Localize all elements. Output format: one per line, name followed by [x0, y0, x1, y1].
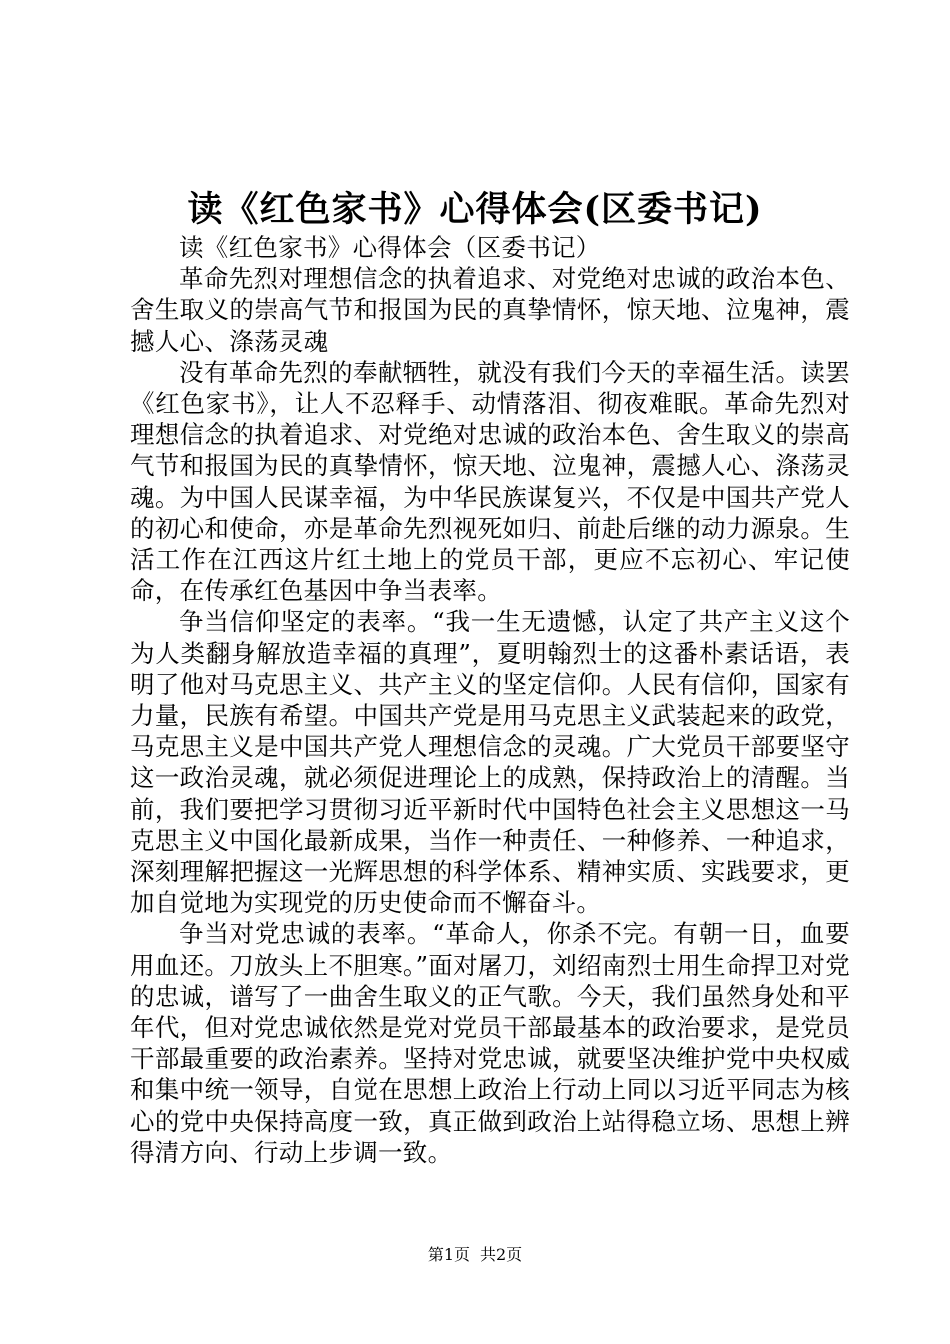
page-number-current: 第1页 — [427, 1245, 470, 1264]
page-footer — [0, 1244, 950, 1266]
subtitle-paragraph: 读《红色家书》心得体会（区委书记） — [179, 233, 601, 262]
page-number-total: 共2页 — [480, 1245, 523, 1264]
document-body — [130, 232, 850, 1168]
body-paragraph-faith: 争当信仰坚定的表率。“我一生无遗憾，认定了共产主义这个为人类翻身解放造幸福的真理”，夏明翰烈士的这番朴素话语，表明了他对马克思主义、共产主义的坚定信仰。人民有信仰，国家有力量，民族有希望。中国共产党是用马克思主义武装起来的政党，马克思主义是中国共产党人理想信念的灵魂。广大党员干部要坚守这一政治灵魂，就必须促进理论上的成熟，保持政治上的清醒。当前，我们要把学习贯彻习近平新时代中国特色社会主义思想这一马克思主义中国化最新成果，当作一种责任、一种修养、一种追求，深刻理解把握这一光辉思想的科学体系、精神实质、实践要求，更加自觉地为实现党的历史使命而不懈奋斗。 — [130, 607, 850, 918]
body-paragraph-1: 没有革命先烈的奉献牺牲，就没有我们今天的幸福生活。读罢《红色家书》，让人不忍释手、动情落泪、彻夜难眠。革命先烈对理想信念的执着追求、对党绝对忠诚的政治本色、舍生取义的崇高气节和报国为民的真挚情怀，惊天地、泣鬼神，震撼人心、涤荡灵魂。为中国人民谋幸福，为中华民族谋复兴，不仅是中国共产党人的初心和使命，亦是革命先烈视死如归、前赴后继的动力源泉。生活工作在江西这片红土地上的党员干部，更应不忘初心、牢记使命，在传承红色基因中争当表率。 — [130, 357, 850, 606]
document-title: 读《红色家书》心得体会(区委书记) — [187, 189, 763, 230]
intro-summary-paragraph: 革命先烈对理想信念的执着追求、对党绝对忠诚的政治本色、舍生取义的崇高气节和报国为民的真挚情怀，惊天地、泣鬼神，震撼人心、涤荡灵魂 — [130, 264, 850, 356]
body-paragraph-loyalty: 争当对党忠诚的表率。“革命人，你杀不完。有朝一日，血要用血还。刀放头上不胆寒。”面对屠刀，刘绍南烈士用生命捍卫对党的忠诚，谱写了一曲舍生取义的正气歌。今天，我们虽然身处和平年代，但对党忠诚依然是党对党员干部最基本的政治要求，是党员干部最重要的政治素养。坚持对党忠诚，就要坚决维护党中央权威和集中统一领导，自觉在思想上政治上行动上同以习近平同志为核心的党中央保持高度一致，真正做到政治上站得稳立场、思想上辨得清方向、行动上步调一致。 — [130, 919, 850, 1167]
